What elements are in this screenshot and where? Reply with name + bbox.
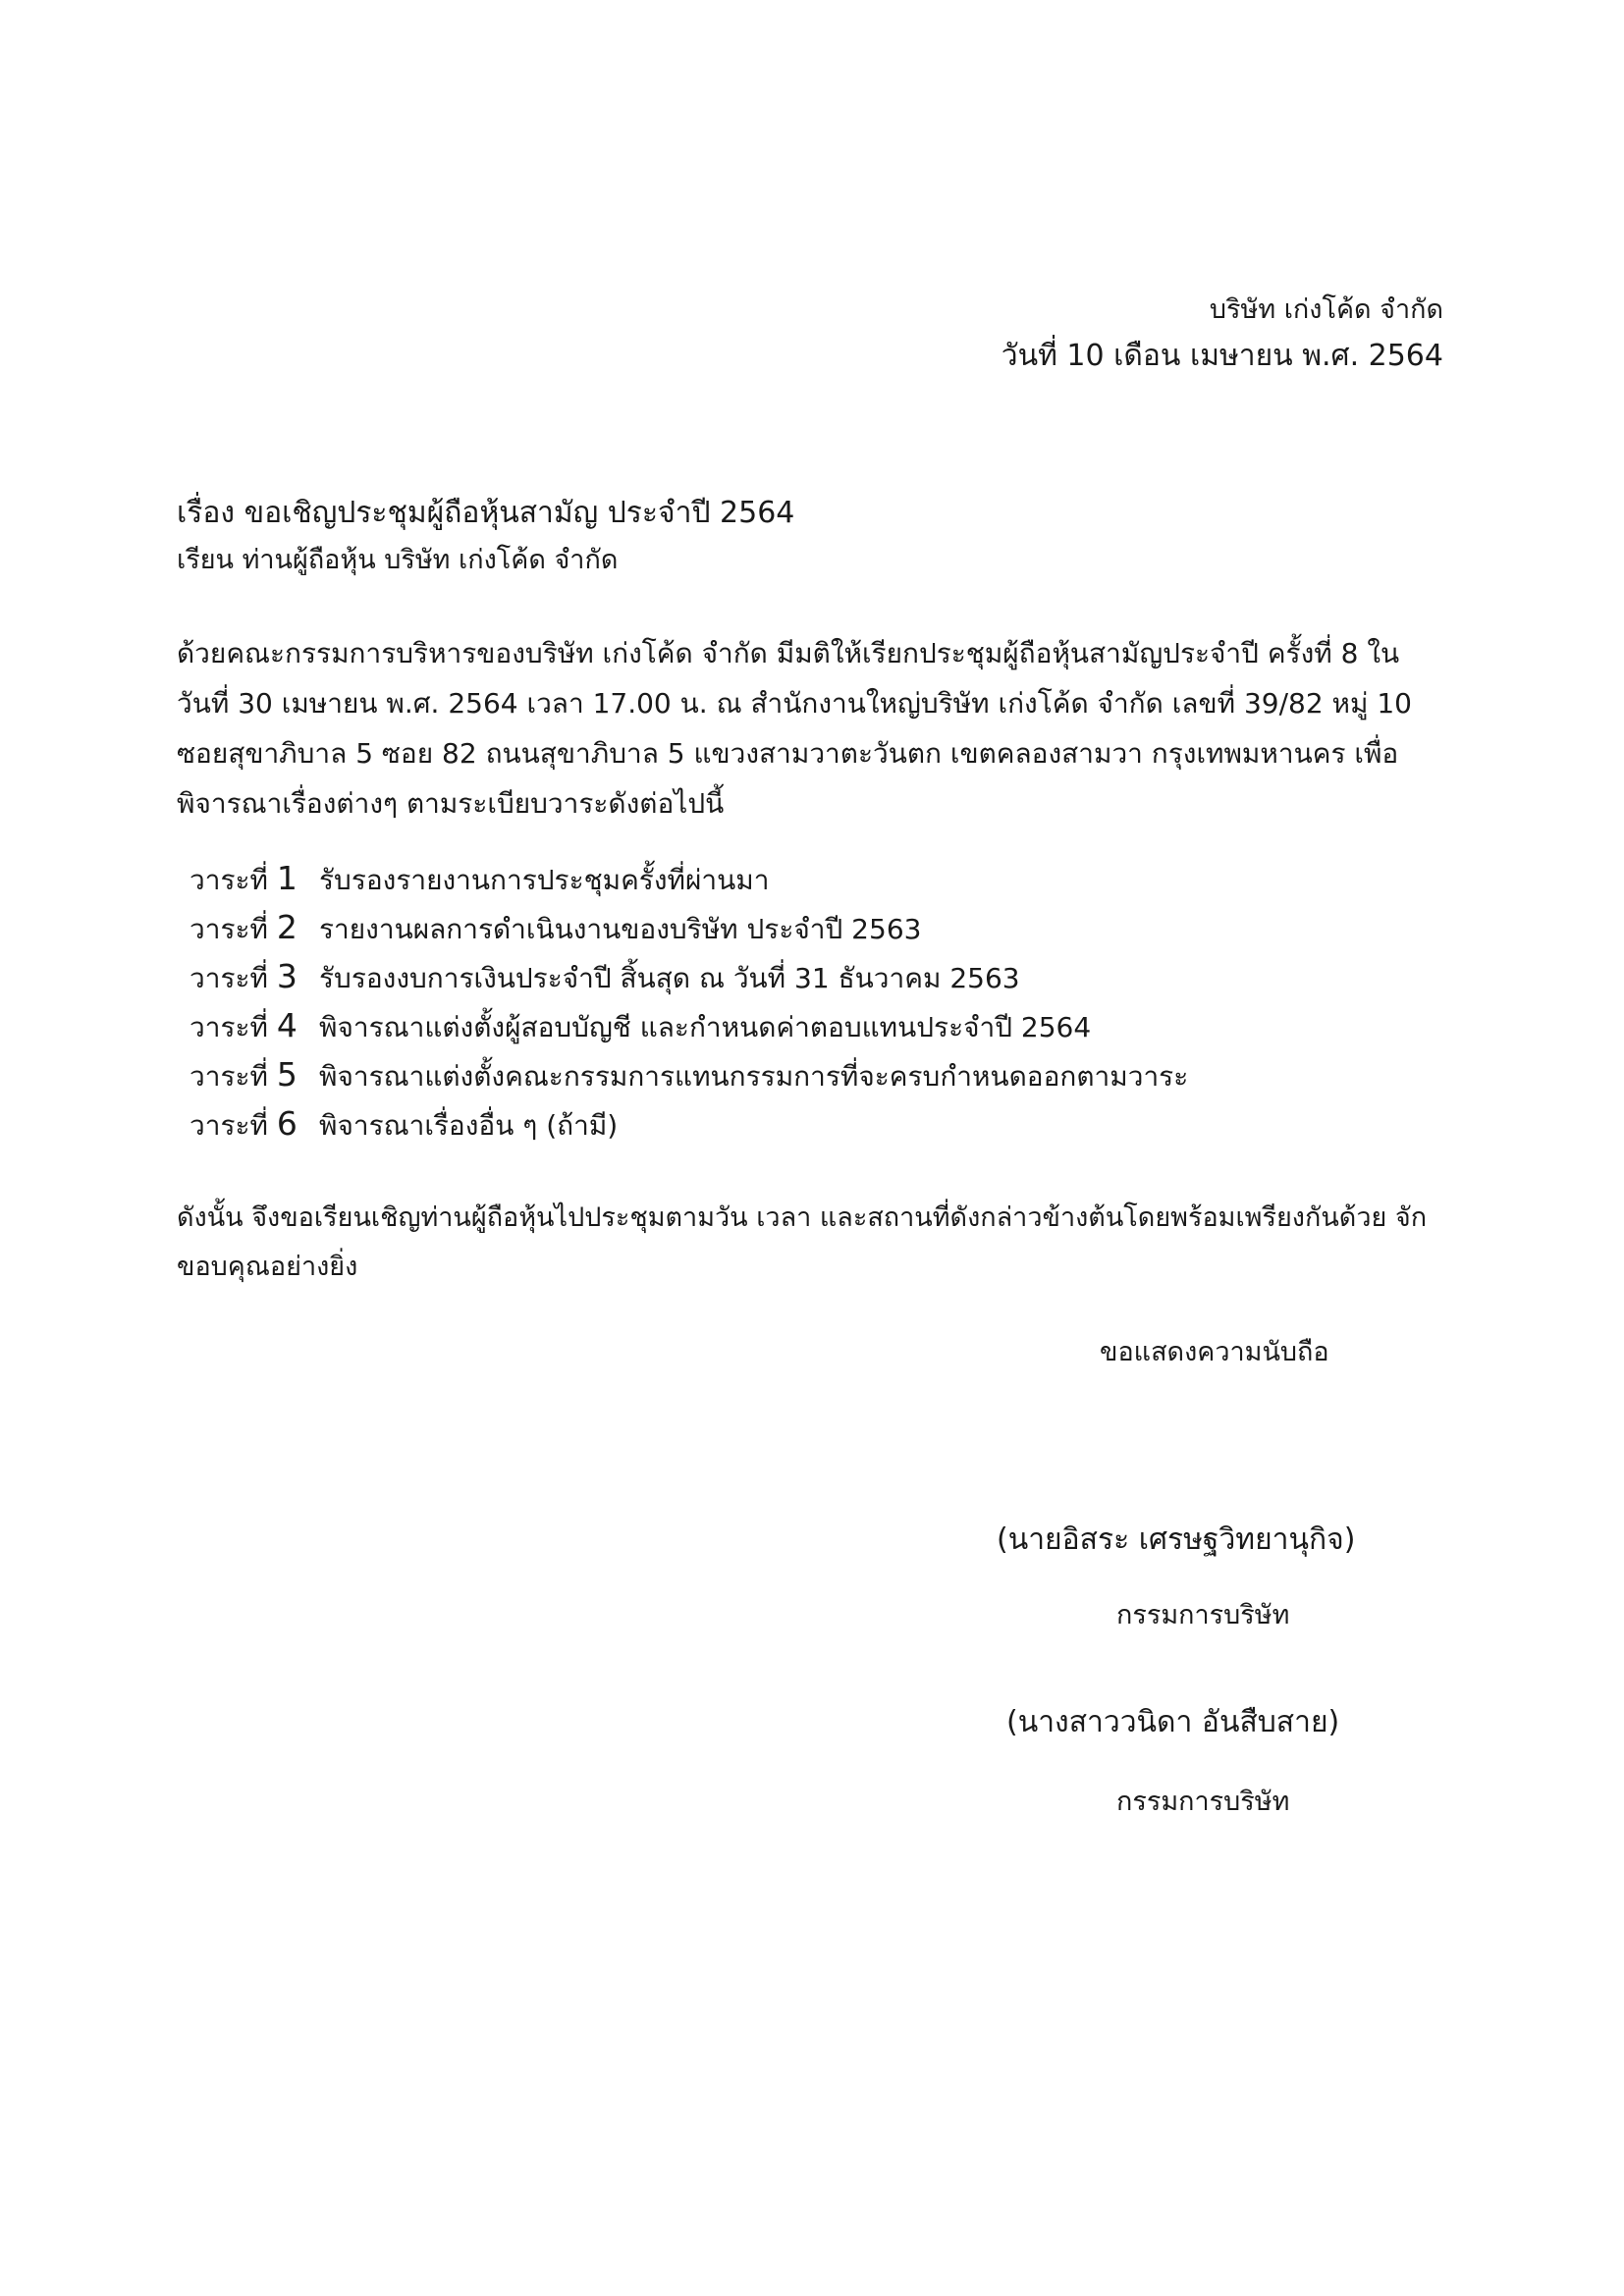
agenda-item [189, 854, 1188, 903]
intro-paragraph: ด้วยคณะกรรมการบริหารของบริษัท เก่งโค้ด จำกัด มีมติให้เรียกประชุมผู้ถือหุ้นสามัญประจำปี ครั้งที่ 8 ในวันที่ 30 เมษายน พ.ศ. 2564 เวลา 17.00 น. ณ สำนักงานใหญ่บริษัท เก่งโค้ด จำกัด เลขที่ 39/82 หมู่ 10 ซอยสุขาภิบาล 5 ซอย 82 ถนนสุขาภิบาล 5 แขวงสามวาตะวันตก เขตคลองสามวา กรุงเทพมหานคร เพื่อพิจารณาเรื่องต่างๆ ตามระเบียบวาระดังต่อไปนี้ [177, 637, 1412, 820]
agenda-label: วาระที่ 5 [189, 1055, 298, 1094]
company-name-header: บริษัท เก่งโค้ด จำกัด [1209, 294, 1443, 325]
agenda-label: วาระที่ 2 [189, 908, 298, 946]
agenda-label: วาระที่ 3 [189, 957, 298, 995]
signatory-title: กรรมการบริษัท [1116, 1787, 1290, 1817]
agenda-item [189, 1001, 1188, 1050]
signatory-name: (นายอิสระ เศรษฐวิทยานุกิจ) [997, 1522, 1356, 1557]
closing-salutation: ขอแสดงความนับถือ [1100, 1337, 1329, 1367]
agenda-label: วาระที่ 6 [189, 1104, 298, 1143]
agenda-text: รับรองรายงานการประชุมครั้งที่ผ่านมา [319, 864, 770, 896]
agenda-item [189, 1050, 1188, 1099]
agenda-item [189, 1099, 1188, 1148]
document-date: วันที่ 10 เดือน เมษายน พ.ศ. 2564 [1001, 339, 1443, 373]
signatory-name: (นางสาววนิดา อันสืบสาย) [1006, 1705, 1340, 1739]
agenda-text: พิจารณาเรื่องอื่น ๆ (ถ้ามี) [319, 1109, 619, 1142]
closing-paragraph: ดังนั้น จึงขอเรียนเชิญท่านผู้ถือหุ้นไปประชุมตามวัน เวลา และสถานที่ดังกล่าวข้างต้นโดยพร้อมเพรียงกันด้วย จักขอบคุณอย่างยิ่ง [177, 1202, 1428, 1282]
agenda-label: วาระที่ 1 [189, 859, 298, 897]
signatory-title: กรรมการบริษัท [1116, 1600, 1290, 1630]
subject-line: เรื่อง ขอเชิญประชุมผู้ถือหุ้นสามัญ ประจำปี 2564 [177, 496, 795, 530]
agenda-item [189, 952, 1188, 1001]
agenda-label: วาระที่ 4 [189, 1006, 298, 1044]
agenda-text: พิจารณาแต่งตั้งผู้สอบบัญชี และกำหนดค่าตอบแทนประจำปี 2564 [319, 1011, 1092, 1043]
agenda-text: รับรองงบการเงินประจำปี สิ้นสุด ณ วันที่ 31 ธันวาคม 2563 [319, 962, 1020, 994]
agenda-item [189, 903, 1188, 952]
recipient-line: เรียน ท่านผู้ถือหุ้น บริษัท เก่งโค้ด จำกัด [177, 545, 619, 575]
agenda-text: พิจารณาแต่งตั้งคณะกรรมการแทนกรรมการที่จะครบกำหนดออกตามวาระ [319, 1060, 1189, 1093]
agenda-text: รายงานผลการดำเนินงานของบริษัท ประจำปี 2563 [319, 913, 922, 945]
agenda-list [189, 854, 1188, 1148]
